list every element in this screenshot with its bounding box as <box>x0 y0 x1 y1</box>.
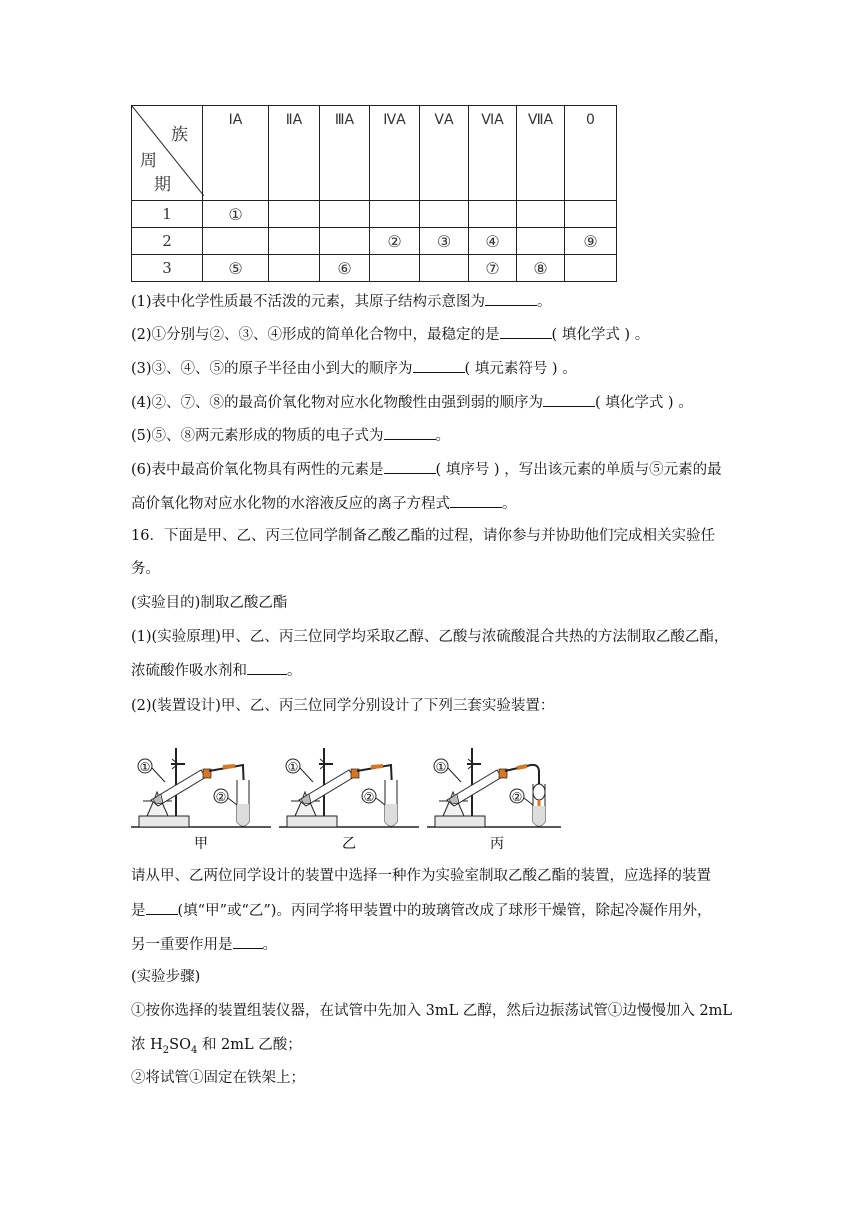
element-cell: ③ <box>420 228 469 255</box>
answer-blank <box>146 900 178 915</box>
element-cell <box>517 228 565 255</box>
element-cell: ⑧ <box>517 255 565 282</box>
apparatus-label: 甲 <box>194 836 208 852</box>
answer-blank <box>233 934 263 949</box>
group-header: 0 <box>565 106 617 201</box>
table-corner-cell <box>132 106 203 201</box>
apparatus-label: 丙 <box>490 836 504 852</box>
period-number: 2 <box>132 228 203 255</box>
group-header: ⅥA <box>469 106 517 201</box>
question-1: (1)表中化学性质最不活泼的元素，其原子结构示意图为 。 <box>131 291 552 312</box>
element-cell <box>420 201 469 228</box>
answer-blank <box>543 392 595 407</box>
marker-2: ② <box>363 790 375 804</box>
period-axis-label-2: 期 <box>154 175 171 195</box>
choose-apparatus: 请从甲、乙两位同学设计的装置中选择一种作为实验室制取乙酸乙酯的装置，应选择的装置 <box>131 868 711 884</box>
question-2: (2)①分别与②、③、④形成的简单化合物中，最稳定的是 ( 填化学式 ) 。 <box>131 324 649 345</box>
answer-blank <box>384 425 436 440</box>
element-cell <box>203 228 269 255</box>
element-cell <box>269 201 320 228</box>
apparatus-figure <box>131 740 561 852</box>
element-cell <box>420 255 469 282</box>
apparatus-design: (2)(装置设计)甲、乙、丙三位同学分别设计了下列三套实验装置： <box>131 698 555 714</box>
choose-apparatus-cont2: 另一重要作用是 。 <box>131 934 277 955</box>
principle-line-cont: 浓硫酸作吸水剂和 。 <box>131 660 302 681</box>
group-axis-label: 族 <box>171 125 188 145</box>
table-row <box>132 201 617 228</box>
principle-line: (1)(实验原理)甲、乙、丙三位同学均采取乙醇、乙酸与浓硫酸混合共热的方法制取乙酸乙酯， <box>131 629 729 645</box>
answer-blank <box>450 493 502 508</box>
question-5: (5)⑤、⑧两元素形成的物质的电子式为 。 <box>131 425 450 446</box>
periodic-table <box>131 105 617 282</box>
element-cell: ⑥ <box>320 255 370 282</box>
marker-2: ② <box>511 790 523 804</box>
group-header: ⅡA <box>269 106 320 201</box>
table-row <box>132 255 617 282</box>
answer-blank <box>485 291 537 306</box>
group-header: ⅣA <box>370 106 420 201</box>
apparatus-yi <box>279 748 419 852</box>
answer-blank <box>247 660 287 675</box>
apparatus-label: 乙 <box>342 836 356 852</box>
period-number: 3 <box>132 255 203 282</box>
answer-blank <box>413 358 465 373</box>
answer-blank <box>384 459 436 474</box>
element-cell: ① <box>203 201 269 228</box>
group-header: ⅤA <box>420 106 469 201</box>
problem16-intro-cont: 务。 <box>131 561 160 577</box>
table-row <box>132 228 617 255</box>
answer-blank <box>500 324 552 339</box>
marker-1: ① <box>435 760 447 774</box>
step-1: ①按你选择的装置组装仪器，在试管中先加入 3mL 乙醇，然后边振荡试管①边慢慢加入 2mL <box>131 1003 733 1019</box>
marker-1: ① <box>139 760 151 774</box>
element-cell <box>320 228 370 255</box>
element-cell <box>370 255 420 282</box>
element-cell <box>565 255 617 282</box>
element-cell <box>370 201 420 228</box>
period-number: 1 <box>132 201 203 228</box>
element-cell <box>320 201 370 228</box>
element-cell <box>565 201 617 228</box>
element-cell: ⑨ <box>565 228 617 255</box>
problem16-intro: 16．下面是甲、乙、丙三位同学制备乙酸乙酯的过程，请你参与并协助他们完成相关实验任 <box>131 528 715 544</box>
group-header: ⅠA <box>203 106 269 201</box>
element-cell: ② <box>370 228 420 255</box>
marker-2: ② <box>215 790 227 804</box>
element-cell <box>269 255 320 282</box>
element-cell: ⑤ <box>203 255 269 282</box>
steps-title: (实验步骤) <box>131 969 201 985</box>
element-cell <box>269 228 320 255</box>
apparatus-jia <box>131 748 271 852</box>
choose-apparatus-cont: 是 (填“甲”或“乙”)。丙同学将甲装置中的玻璃管改成了球形干燥管，除起冷凝作用外， <box>131 900 711 921</box>
question-4: (4)②、⑦、⑧的最高价氧化物对应水化物酸性由强到弱的顺序为 ( 填化学式 ) 。 <box>131 392 693 413</box>
question-3: (3)③、④、⑤的原子半径由小到大的顺序为 ( 填元素符号 ) 。 <box>131 358 577 379</box>
period-axis-label-1: 周 <box>140 151 157 171</box>
question-6: (6)表中最高价氧化物具有两性的元素是 ( 填序号 ) ，写出该元素的单质与⑤元素的最 <box>131 459 722 480</box>
element-cell <box>469 201 517 228</box>
group-header: ⅦA <box>517 106 565 201</box>
element-cell: ⑦ <box>469 255 517 282</box>
experiment-purpose: (实验目的)制取乙酸乙酯 <box>131 595 288 611</box>
element-cell <box>517 201 565 228</box>
group-header: ⅢA <box>320 106 370 201</box>
step-1-cont: 浓 $H_2SO_4$ 和 2mL 乙酸； <box>131 1037 302 1056</box>
element-cell: ④ <box>469 228 517 255</box>
table-header-row <box>132 106 617 201</box>
question-6-cont: 高价氧化物对应水化物的水溶液反应的离子方程式 。 <box>131 493 517 514</box>
step-2: ②将试管①固定在铁架上； <box>131 1070 305 1086</box>
marker-1: ① <box>287 760 299 774</box>
apparatus-bing <box>427 748 561 852</box>
